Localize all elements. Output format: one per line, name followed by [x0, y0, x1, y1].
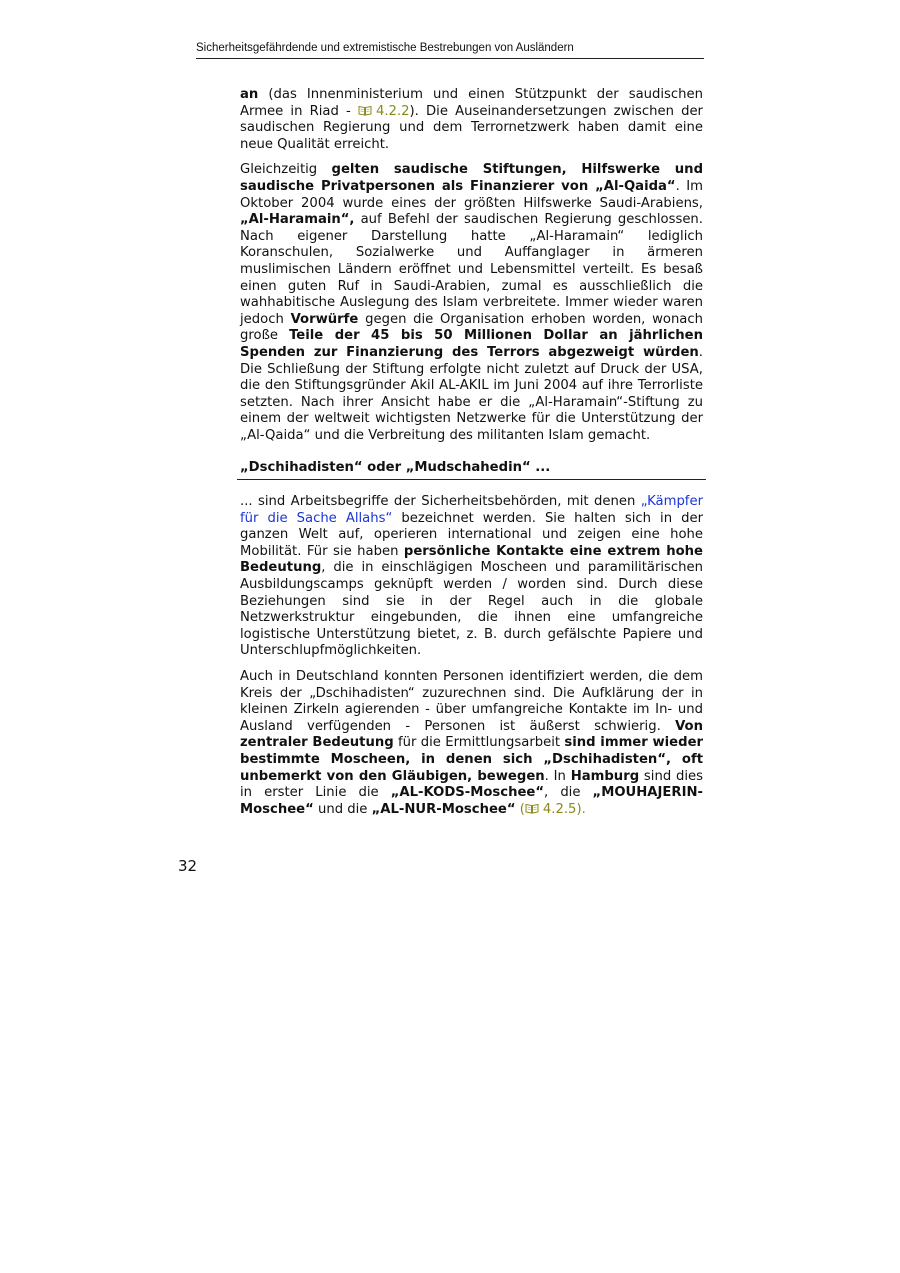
paragraph	[240, 162, 703, 444]
text: und die	[313, 801, 372, 817]
text: bezeichnet werden. Sie halten sich in der ganzen Welt auf, operieren international und zeigen eine hohe Mobilität. Für sie haben	[240, 510, 703, 559]
page-body	[240, 87, 703, 827]
bold-text: sind immer wieder bestimmte Moscheen, in denen sich „Dschihadisten“, oft unbemerkt von den Gläubigen, bewegen	[240, 735, 704, 784]
bold-text: Von zentraler Bedeutung	[240, 718, 703, 751]
text: Auch in Deutschland konnten Personen identifiziert werden, die dem Kreis der „Dschihadisten“ zuzurechnen sind. Die Aufklärung der in kleinen Zirkeln agierenden - über umfangreiche Kontakte im In- und Ausland verfügenden - Personen ist äußerst schwierig.	[240, 669, 703, 734]
bold-text: Teile der 45 bis 50 Millionen Dollar an jährlichen Spenden zur Finanzierung des Terrors abgezweigt würden	[240, 328, 703, 360]
cross-reference-label: 4.2.5	[542, 801, 577, 817]
text: , die in einschlägigen Moscheen und paramilitärischen Ausbildungscamps geknüpft werden / worden sind. Durch diese Beziehungen sind sie in der Regel auch in die globale Netzwerkstruktur eingebunden, die ihnen eine umfangreiche logistische Unterstützung bietet, z. B. durch gefälschte Papiere und Unterschlupfmöglichkeiten.	[240, 560, 703, 659]
text: ). Die Auseinandersetzungen zwischen der saudischen Regierung und dem Terrornetzwerk haben damit eine neue Qualität erreicht.	[240, 103, 703, 152]
page-number: 32	[178, 857, 198, 875]
cross-reference-link[interactable]	[358, 104, 410, 119]
text: gegen die Organisation erhoben worden, wonach große	[240, 311, 703, 344]
paragraph	[240, 494, 703, 660]
bold-text: gelten saudische Stiftungen, Hilfswerke und saudische Privatpersonen als Finanzierer von „Al-Qaida“	[240, 162, 704, 194]
text: , die	[544, 785, 593, 801]
text: Gleichzeitig	[240, 162, 332, 178]
text: (	[515, 801, 525, 817]
paragraph	[240, 669, 703, 818]
bold-text: „Al-Haramain“,	[240, 212, 355, 228]
bold-text: an	[240, 87, 259, 102]
text: . Die Schließung der Stiftung erfolgte nicht zuletzt auf Druck der USA, die den Stiftungsgründer Akil AL-AKIL im Juni 2004 auf ihre Terrorliste setzten. Nach ihrer Ansicht habe er die „Al-Haramain“-Stiftung zu einem der weltweit wichtigsten Netzwerke für die Unterstützung der „Al-Qaida“ und die Verbreitung des militanten Islam gemacht.	[240, 344, 703, 443]
text: ).	[576, 801, 586, 817]
text: . Im Oktober 2004 wurde eines der größten Hilfswerke Saudi-Arabiens,	[240, 178, 703, 211]
bold-text: persönliche Kontakte eine extrem hohe Bedeutung	[240, 543, 703, 576]
open-book-icon	[525, 803, 539, 814]
open-book-icon	[358, 105, 372, 116]
text: . In	[544, 768, 571, 784]
bold-text: Vorwürfe	[290, 311, 359, 327]
text: sind dies in erster Linie die	[240, 768, 704, 801]
cross-reference-link[interactable]	[525, 802, 577, 817]
text: (das Innenministerium und einen Stützpunkt der saudischen Armee in Riad -	[240, 87, 703, 119]
glossary-link[interactable]: „Kämpfer für die Sache Allahs“	[240, 494, 703, 526]
text: ... sind Arbeitsbegriffe der Sicherheitsbehörden, mit denen	[240, 494, 641, 510]
section-heading: „Dschihadisten“ oder „Mudschahedin“ ...	[237, 460, 706, 480]
running-header: Sicherheitsgefährdende und extremistische Bestrebungen von Ausländern	[196, 42, 704, 59]
text: für die Ermittlungsarbeit	[393, 735, 565, 751]
bold-text: „MOUHAJERIN-Moschee“	[240, 785, 703, 817]
bold-text: „AL-NUR-Moschee“	[371, 801, 516, 817]
cross-reference-label: 4.2.2	[375, 103, 410, 119]
bold-text: „AL-KODS-Moschee“	[390, 785, 545, 801]
text: auf Befehl der saudischen Regierung geschlossen. Nach eigener Darstellung hatte „Al-Haramain“ lediglich Koranschulen, Sozialwerke und Auffanglager in ärmeren muslimischen Ländern eröffnet und Lebensmittel verteilt. Es besaß einen guten Ruf in Saudi-Arabien, zumal es ausschließlich die wahhabitische Auslegung des Islam verbreitete. Immer wieder waren jedoch	[240, 212, 703, 327]
paragraph	[240, 87, 703, 153]
bold-text: Hamburg	[570, 768, 640, 784]
